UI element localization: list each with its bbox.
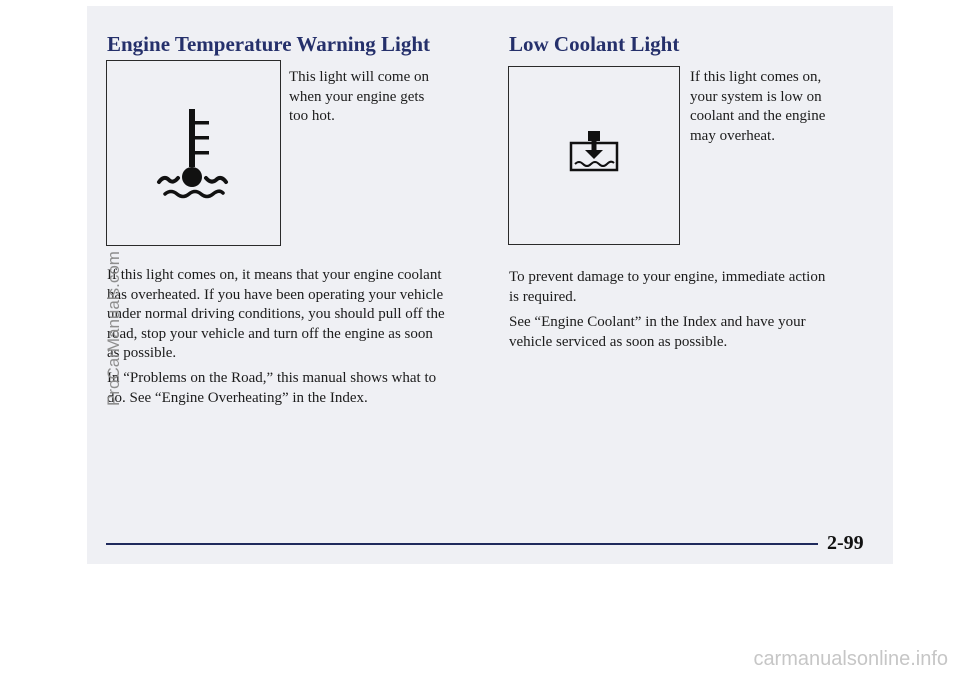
- page-number: 2-99: [827, 532, 864, 554]
- footer-rule: [106, 543, 818, 545]
- engine-temperature-heading: Engine Temperature Warning Light: [107, 32, 431, 56]
- low-coolant-paragraph-2: See “Engine Coolant” in the Index and have your vehicle serviced as soon as possible.: [509, 314, 806, 350]
- engine-temperature-icon-box: [106, 60, 281, 246]
- engine-temperature-caption: This light will come on when your engine gets too hot.: [289, 69, 429, 124]
- engine-temperature-icon: [107, 61, 279, 244]
- low-coolant-caption: If this light comes on, your system is low on coolant and the engine may overheat.: [690, 69, 826, 144]
- low-coolant-heading: Low Coolant Light: [509, 32, 680, 56]
- engine-temperature-paragraph-1: If this light comes on, it means that your engine coolant has overheated. If you have been operating your vehicle under normal driving conditions, you should pull off the road, stop your vehicle and turn off the engine as soon as possible.: [107, 267, 445, 361]
- low-coolant-paragraph-1: To prevent damage to your engine, immediate action is required.: [509, 269, 826, 305]
- engine-temperature-paragraph-2: In “Problems on the Road,” this manual shows what to do. See “Engine Overheating” in the Index.: [107, 370, 437, 406]
- bottom-watermark: carmanualsonline.info: [753, 648, 948, 670]
- side-watermark: ProCarManuals.com: [104, 251, 123, 406]
- low-coolant-icon-box: [508, 66, 680, 245]
- low-coolant-icon: [509, 67, 678, 243]
